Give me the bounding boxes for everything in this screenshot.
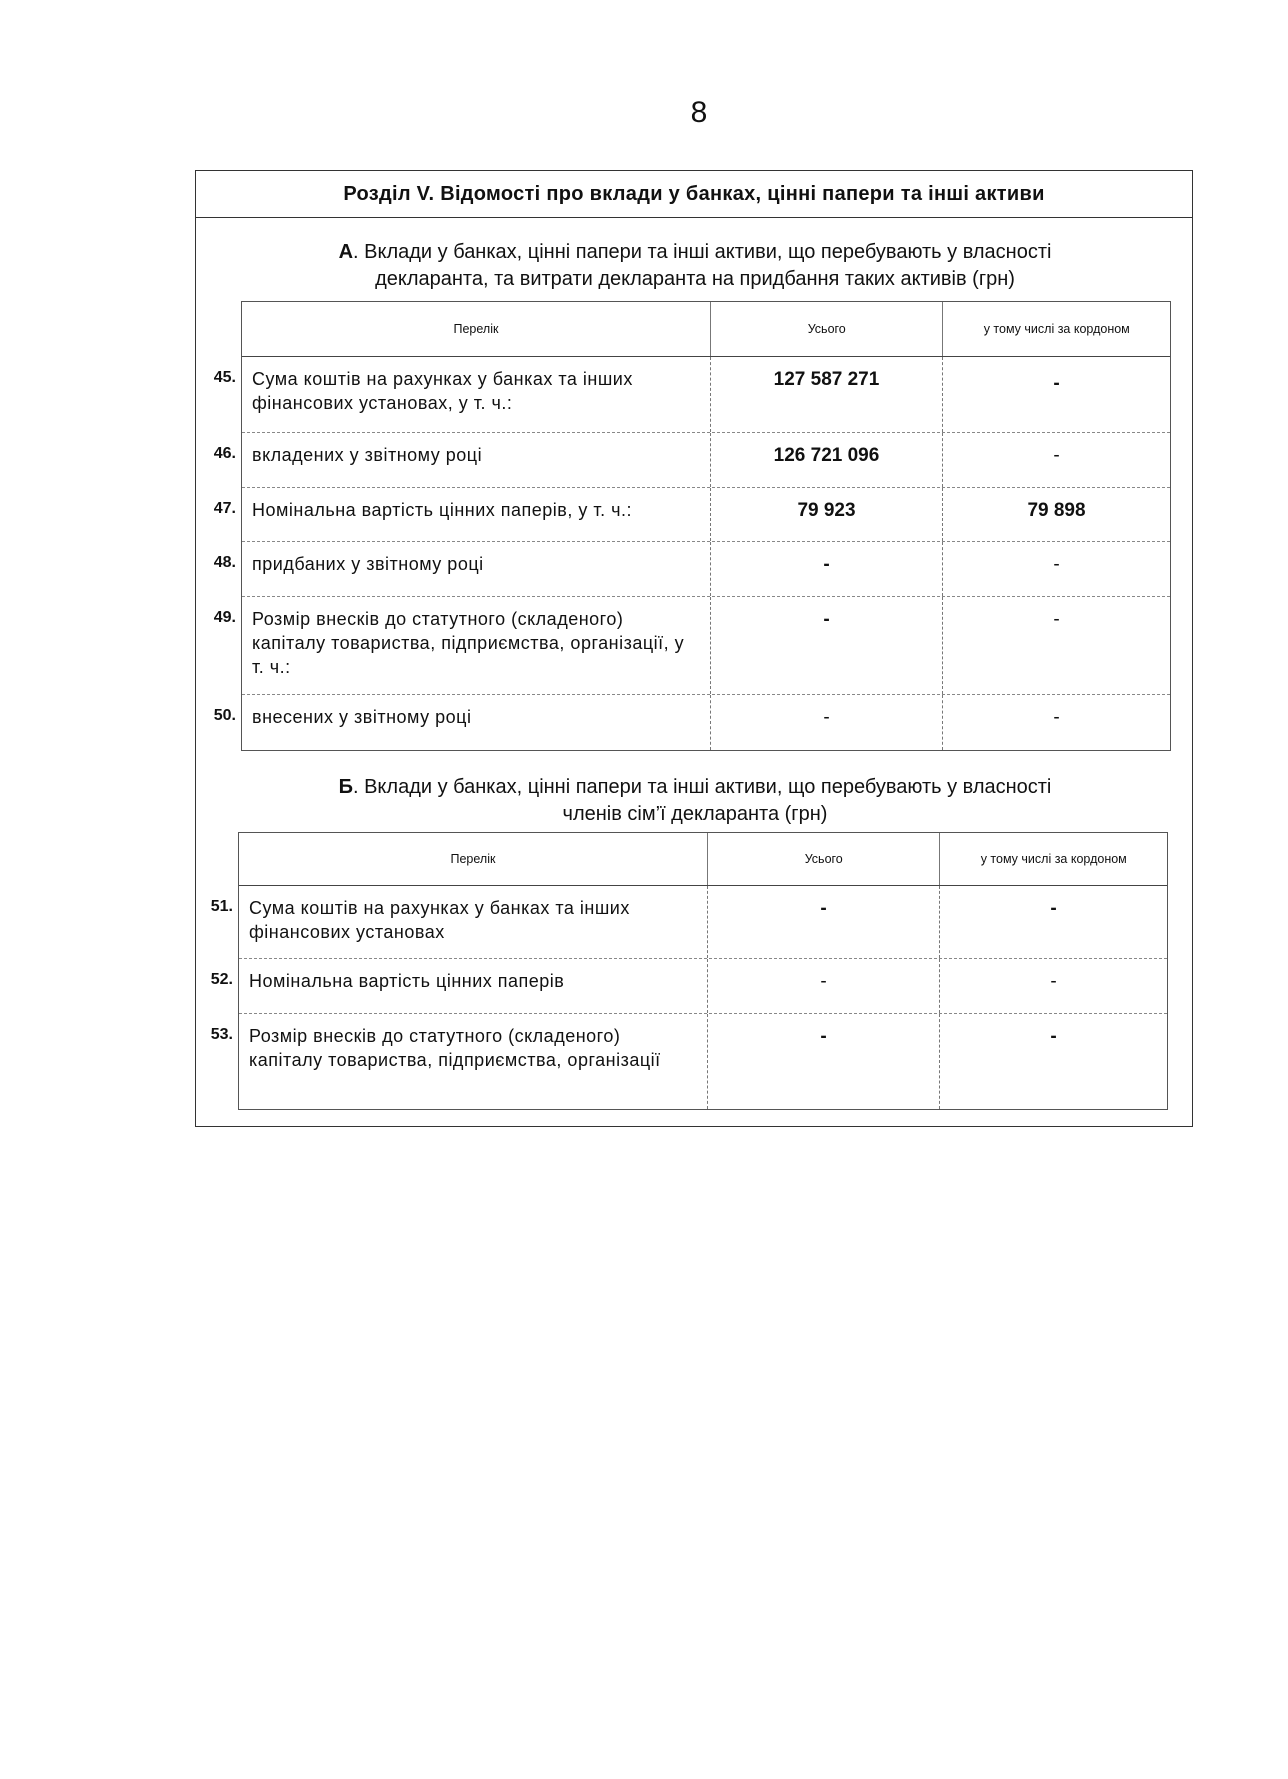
part-a-letter: А bbox=[338, 241, 354, 263]
table-row bbox=[213, 597, 1170, 695]
row-total: 127 587 271 bbox=[711, 357, 943, 432]
row-label: придбаних у звітному році bbox=[242, 542, 711, 596]
row-total: - bbox=[711, 542, 943, 596]
part-b-table bbox=[210, 832, 1168, 1110]
section-v-frame bbox=[195, 170, 1193, 1127]
row-abroad: - bbox=[1053, 445, 1060, 466]
row-abroad: - bbox=[1050, 971, 1057, 992]
row-total: 126 721 096 bbox=[711, 433, 943, 487]
table-row bbox=[213, 357, 1170, 433]
header-list: Перелік bbox=[242, 302, 711, 356]
part-b-heading bbox=[236, 774, 1154, 828]
row-abroad: - bbox=[1053, 609, 1060, 630]
row-abroad: - bbox=[1053, 554, 1060, 575]
header-total: Усього bbox=[711, 302, 944, 356]
row-number: 49. bbox=[213, 609, 236, 626]
row-number: 53. bbox=[210, 1026, 233, 1043]
row-total: 79 923 bbox=[711, 488, 943, 541]
header-list: Перелік bbox=[239, 833, 708, 885]
table-row bbox=[213, 695, 1170, 750]
part-b-line1: . Вклади у банках, цінні папери та інші активи, що перебувають у власності bbox=[352, 776, 1052, 798]
row-label: внесених у звітному році bbox=[242, 695, 711, 750]
row-number: 48. bbox=[213, 554, 236, 571]
row-number: 51. bbox=[210, 898, 233, 915]
row-label: Номінальна вартість цінних паперів bbox=[239, 959, 708, 1013]
row-abroad: - bbox=[1053, 373, 1060, 394]
row-number: 45. bbox=[213, 369, 236, 386]
header-abroad: у тому числі за кордоном bbox=[983, 322, 1130, 336]
row-abroad: - bbox=[1053, 707, 1060, 728]
part-a-line2: декларанта, та витрати декларанта на придбання таких активів (грн) bbox=[375, 268, 1015, 290]
table-row bbox=[213, 488, 1170, 542]
part-a-table bbox=[213, 301, 1171, 751]
row-total: - bbox=[711, 695, 943, 750]
header-total: Усього bbox=[708, 833, 941, 885]
row-number: 46. bbox=[213, 445, 236, 462]
row-label: Розмір внесків до статутного (складеного) капіталу товариства, підприємства, організації, у т. ч.: bbox=[242, 597, 711, 694]
page-number: 8 bbox=[690, 96, 708, 129]
row-label: вкладених у звітному році bbox=[242, 433, 711, 487]
row-total: - bbox=[708, 886, 940, 958]
table-row bbox=[213, 433, 1170, 488]
part-a-line1: . Вклади у банках, цінні папери та інші активи, що перебувають у власності bbox=[353, 241, 1052, 263]
header-abroad: у тому числі за кордоном bbox=[980, 852, 1127, 866]
row-label: Номінальна вартість цінних паперів, у т. ч.: bbox=[242, 488, 711, 541]
part-a-heading bbox=[236, 239, 1154, 293]
table-header bbox=[239, 833, 1167, 886]
row-total: - bbox=[708, 1014, 940, 1109]
part-b-letter: Б bbox=[338, 776, 353, 798]
row-abroad: - bbox=[1050, 898, 1057, 919]
row-total: - bbox=[711, 597, 943, 694]
table-header bbox=[242, 302, 1170, 357]
part-b-line2: членів сім’ї декларанта (грн) bbox=[562, 803, 828, 825]
row-label: Сума коштів на рахунках у банках та інших фінансових установах bbox=[239, 886, 708, 958]
row-number: 47. bbox=[213, 500, 236, 517]
row-abroad: - bbox=[1050, 1026, 1057, 1047]
table-row bbox=[213, 542, 1170, 597]
row-number: 50. bbox=[213, 707, 236, 724]
row-label: Сума коштів на рахунках у банках та інших фінансових установах, у т. ч.: bbox=[242, 357, 711, 432]
table-row bbox=[210, 1014, 1167, 1109]
section-title: Розділ V. Відомості про вклади у банках, цінні папери та інші активи bbox=[196, 171, 1192, 218]
table-row bbox=[210, 886, 1167, 959]
table-row bbox=[210, 959, 1167, 1014]
row-label: Розмір внесків до статутного (складеного) капіталу товариства, підприємства, організації bbox=[239, 1014, 708, 1109]
row-number: 52. bbox=[210, 971, 233, 988]
row-total: - bbox=[708, 959, 940, 1013]
row-abroad: 79 898 bbox=[1027, 500, 1086, 521]
